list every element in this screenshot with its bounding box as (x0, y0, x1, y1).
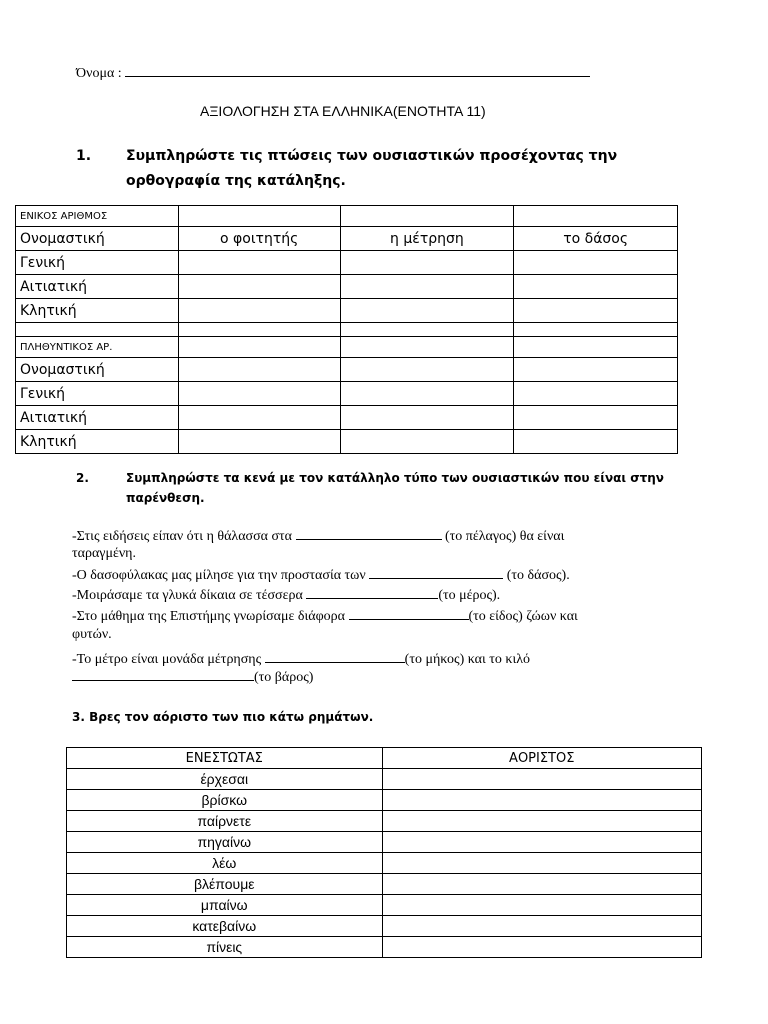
answer-cell[interactable] (382, 811, 701, 832)
sentence-4 (72, 607, 578, 625)
table-row (67, 895, 702, 916)
answer-cell[interactable] (178, 430, 340, 454)
sentence-text: -Μοιράσαμε τα γλυκά δίκαια σε τέσσερα (72, 588, 303, 603)
table-cell (178, 206, 340, 227)
table-row (16, 206, 678, 227)
noun-header: το δάσος (514, 227, 678, 251)
sentence-2 (72, 566, 570, 584)
sentence-text: -Στις ειδήσεις είπαν ότι η θάλασσα στα (72, 529, 292, 544)
sentence-1-cont: ταραγμένη. (72, 546, 137, 561)
answer-cell[interactable] (178, 251, 340, 275)
answer-cell[interactable] (514, 406, 678, 430)
table-row (67, 874, 702, 895)
answer-cell[interactable] (514, 382, 678, 406)
aorist-header: ΑΟΡΙΣΤΟΣ (382, 748, 701, 769)
answer-cell[interactable] (340, 299, 514, 323)
answer-cell[interactable] (382, 769, 701, 790)
answer-cell[interactable] (382, 937, 701, 958)
noun-header: ο φοιτητής (178, 227, 340, 251)
table-row (16, 323, 678, 337)
sentence-text: (το μέρος). (438, 588, 501, 603)
table-cell (178, 323, 340, 337)
q2-number: 2. (76, 471, 89, 485)
table-row (16, 227, 678, 251)
blank-field[interactable] (296, 527, 442, 540)
verb-cell: κατεβαίνω (67, 916, 383, 937)
verb-cell: μπαίνω (67, 895, 383, 916)
answer-cell[interactable] (178, 382, 340, 406)
answer-cell[interactable] (178, 358, 340, 382)
verb-cell: πηγαίνω (67, 832, 383, 853)
verb-cell: βλέπουμε (67, 874, 383, 895)
table-cell (340, 337, 514, 358)
case-label: Αιτιατική (16, 406, 179, 430)
answer-cell[interactable] (178, 406, 340, 430)
table-row (16, 430, 678, 454)
q2-instruction-line1: Συμπληρώστε τα κενά με τον κατάλληλο τύπο των ουσιαστικών που είναι στην (126, 471, 664, 485)
table-row (16, 337, 678, 358)
table-row (16, 299, 678, 323)
name-field[interactable] (125, 64, 590, 77)
answer-cell[interactable] (514, 251, 678, 275)
table-row (67, 748, 702, 769)
case-label: Ονομαστική (16, 358, 179, 382)
sentence-3 (72, 586, 500, 604)
table-cell (340, 323, 514, 337)
table-cell (514, 337, 678, 358)
q3-title: 3. Βρες τον αόριστο των πιο κάτω ρημάτων. (72, 710, 374, 724)
name-line (76, 64, 590, 82)
answer-cell[interactable] (340, 358, 514, 382)
verb-cell: βρίσκω (67, 790, 383, 811)
answer-cell[interactable] (514, 299, 678, 323)
q1-instruction-line2: ορθογραφία της κατάληξης. (126, 173, 346, 189)
sentence-text: (το δάσος). (506, 568, 570, 583)
q1-number: 1. (76, 148, 92, 164)
answer-cell[interactable] (178, 299, 340, 323)
answer-cell[interactable] (382, 895, 701, 916)
case-label: Κλητική (16, 430, 179, 454)
table-row (67, 916, 702, 937)
table-cell (178, 337, 340, 358)
singular-header: ΕΝΙΚΟΣ ΑΡΙΘΜΟΣ (16, 206, 179, 227)
present-tense-header: ΕΝΕΣΤΩΤΑΣ (67, 748, 383, 769)
table-row (16, 251, 678, 275)
answer-cell[interactable] (178, 275, 340, 299)
plural-header: ΠΛΗΘΥΝΤΙΚΟΣ ΑΡ. (16, 337, 179, 358)
answer-cell[interactable] (340, 251, 514, 275)
case-label: Γενική (16, 382, 179, 406)
sentence-text: (το είδος) ζώων και (468, 609, 578, 624)
answer-cell[interactable] (340, 275, 514, 299)
sentence-text: -Το μέτρο είναι μονάδα μέτρησης (72, 652, 262, 667)
answer-cell[interactable] (382, 916, 701, 937)
sentence-text: -Στο μάθημα της Επιστήμης γνωρίσαμε διάφορα (72, 609, 345, 624)
table-row (67, 832, 702, 853)
answer-cell[interactable] (340, 382, 514, 406)
sentence-text: (το πέλαγος) θα είναι (445, 529, 565, 544)
blank-field[interactable] (72, 668, 254, 681)
table-row (67, 769, 702, 790)
verb-table (66, 747, 702, 958)
case-label: Ονομαστική (16, 227, 179, 251)
blank-field[interactable] (349, 607, 469, 620)
case-label: Κλητική (16, 299, 179, 323)
sentence-5 (72, 650, 530, 668)
verb-cell: παίρνετε (67, 811, 383, 832)
name-label: Όνομα : (76, 66, 122, 81)
table-row (67, 811, 702, 832)
sentence-4-cont: φυτών. (72, 627, 112, 642)
case-label: Γενική (16, 251, 179, 275)
verb-cell: πίνεις (67, 937, 383, 958)
answer-cell[interactable] (340, 430, 514, 454)
sentence-text: (το μήκος) και το κιλό (404, 652, 531, 667)
table-cell (16, 323, 179, 337)
table-row (16, 382, 678, 406)
answer-cell[interactable] (382, 832, 701, 853)
sentence-text: (το βάρος) (254, 670, 314, 685)
table-row (16, 275, 678, 299)
table-cell (514, 323, 678, 337)
blank-field[interactable] (306, 586, 438, 599)
table-row (67, 853, 702, 874)
table-row (16, 358, 678, 382)
table-row (16, 406, 678, 430)
blank-field[interactable] (369, 566, 503, 579)
answer-cell[interactable] (382, 874, 701, 895)
worksheet-title: ΑΞΙΟΛΟΓΗΣΗ ΣΤΑ ΕΛΛΗΝΙΚΑ(ΕΝΟΤΗΤΑ 11) (200, 103, 486, 119)
blank-field[interactable] (265, 650, 405, 663)
answer-cell[interactable] (382, 853, 701, 874)
table-row (67, 790, 702, 811)
table-row (67, 937, 702, 958)
answer-cell[interactable] (340, 406, 514, 430)
sentence-6 (72, 668, 313, 686)
noun-header: η μέτρηση (340, 227, 514, 251)
answer-cell[interactable] (514, 275, 678, 299)
answer-cell[interactable] (382, 790, 701, 811)
verb-cell: έρχεσαι (67, 769, 383, 790)
sentence-1 (72, 527, 564, 545)
answer-cell[interactable] (514, 358, 678, 382)
verb-cell: λέω (67, 853, 383, 874)
table-cell (514, 206, 678, 227)
q2-instruction-line2: παρένθεση. (126, 491, 205, 505)
q1-instruction-line1: Συμπληρώστε τις πτώσεις των ουσιαστικών προσέχοντας την (126, 148, 618, 164)
answer-cell[interactable] (514, 430, 678, 454)
table-cell (340, 206, 514, 227)
sentence-text: -Ο δασοφύλακας μας μίλησε για την προστασία των (72, 568, 366, 583)
case-label: Αιτιατική (16, 275, 179, 299)
declension-table (15, 205, 678, 454)
